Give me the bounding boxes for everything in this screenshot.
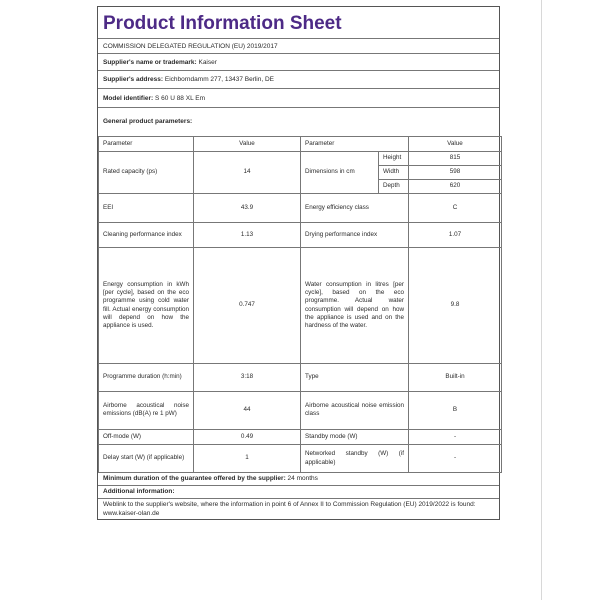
guarantee-row bbox=[98, 473, 499, 486]
weblink-row bbox=[98, 499, 499, 519]
standby-value: - bbox=[409, 430, 502, 445]
drying-performance-value: 1.07 bbox=[409, 222, 502, 248]
title-row bbox=[98, 7, 499, 39]
programme-duration-label: Programme duration (h:min) bbox=[99, 363, 194, 391]
general-params-label: General product parameters: bbox=[103, 118, 193, 125]
networked-standby-label: Networked standby (W) (if applicable) bbox=[301, 445, 409, 473]
guarantee-label: Minimum duration of the guarantee offered by the supplier: bbox=[103, 475, 286, 482]
additional-info-label: Additional information: bbox=[103, 488, 175, 495]
dimensions-label: Dimensions in cm bbox=[301, 151, 379, 193]
eei-value: 43.9 bbox=[194, 193, 301, 222]
table-row bbox=[99, 391, 502, 430]
delay-start-label: Delay start (W) (if applicable) bbox=[99, 445, 194, 473]
header-value-1: Value bbox=[194, 137, 301, 152]
page-title: Product Information Sheet bbox=[103, 13, 342, 34]
header-value-2: Value bbox=[409, 137, 502, 152]
supplier-address-row bbox=[98, 71, 499, 89]
table-row bbox=[99, 430, 502, 445]
weblink-url[interactable]: www.kaiser-olan.de bbox=[103, 509, 160, 517]
energy-class-label: Energy efficiency class bbox=[301, 193, 409, 222]
height-value: 815 bbox=[409, 151, 502, 165]
regulation-row bbox=[98, 39, 499, 54]
table-row bbox=[99, 151, 502, 165]
table-row bbox=[99, 248, 502, 364]
delay-start-value: 1 bbox=[194, 445, 301, 473]
energy-consumption-value: 0.747 bbox=[194, 248, 301, 364]
eei-label: EEI bbox=[99, 193, 194, 222]
drying-performance-label: Drying performance index bbox=[301, 222, 409, 248]
height-label: Height bbox=[379, 151, 409, 165]
general-params-row bbox=[98, 108, 499, 136]
weblink-text: Weblink to the supplier's website, where the information in point 6 of Annex II to Commission Regulation (EU) 2019/2022 is found: bbox=[103, 501, 476, 508]
depth-label: Depth bbox=[379, 179, 409, 193]
width-value: 598 bbox=[409, 165, 502, 179]
model-identifier-label: Model identifier: bbox=[103, 95, 154, 102]
standby-label: Standby mode (W) bbox=[301, 430, 409, 445]
energy-consumption-label: Energy consumption in kWh [per cycle], based on the eco programme using cold water fill. Actual energy consumption will depend on how the appliance is used. bbox=[99, 248, 194, 364]
water-consumption-value: 9.8 bbox=[409, 248, 502, 364]
parameters-table-wrap bbox=[98, 136, 499, 473]
header-parameter-1: Parameter bbox=[99, 137, 194, 152]
networked-standby-value: - bbox=[409, 445, 502, 473]
off-mode-label: Off-mode (W) bbox=[99, 430, 194, 445]
noise-class-value: B bbox=[409, 391, 502, 430]
type-value: Built-in bbox=[409, 363, 502, 391]
noise-emissions-value: 44 bbox=[194, 391, 301, 430]
type-label: Type bbox=[301, 363, 409, 391]
page-edge-line bbox=[541, 0, 542, 600]
header-parameter-2: Parameter bbox=[301, 137, 409, 152]
supplier-name-label: Supplier's name or trademark: bbox=[103, 59, 197, 66]
noise-emissions-label: Airborne acoustical noise emissions (dB(A) re 1 pW) bbox=[99, 391, 194, 430]
supplier-address-label: Supplier's address: bbox=[103, 76, 164, 83]
regulation-text: COMMISSION DELEGATED REGULATION (EU) 2019/2017 bbox=[103, 43, 278, 50]
table-row bbox=[99, 363, 502, 391]
supplier-address-value: Eichborndamm 277, 13437 Berlin, DE bbox=[164, 76, 275, 83]
table-row bbox=[99, 445, 502, 473]
depth-value: 620 bbox=[409, 179, 502, 193]
cleaning-performance-label: Cleaning performance index bbox=[99, 222, 194, 248]
noise-class-label: Airborne acoustical noise emission class bbox=[301, 391, 409, 430]
table-header-row bbox=[99, 137, 502, 152]
energy-class-value: C bbox=[409, 193, 502, 222]
supplier-name-value: Kaiser bbox=[198, 59, 217, 66]
model-identifier-row bbox=[98, 89, 499, 108]
off-mode-value: 0.49 bbox=[194, 430, 301, 445]
rated-capacity-label: Rated capacity (ps) bbox=[99, 151, 194, 193]
programme-duration-value: 3:18 bbox=[194, 363, 301, 391]
rated-capacity-value: 14 bbox=[194, 151, 301, 193]
supplier-name-row bbox=[98, 54, 499, 71]
model-identifier-value: S 60 U 88 XL Em bbox=[155, 95, 205, 102]
width-label: Width bbox=[379, 165, 409, 179]
product-information-sheet bbox=[97, 6, 500, 520]
table-row bbox=[99, 222, 502, 248]
table-row bbox=[99, 193, 502, 222]
cleaning-performance-value: 1.13 bbox=[194, 222, 301, 248]
additional-info-row bbox=[98, 486, 499, 499]
water-consumption-label: Water consumption in litres [per cycle], based on the eco programme. Actual water consumption will depend on how the appliance is used and on the hardness of the water. bbox=[301, 248, 409, 364]
parameters-table bbox=[98, 136, 502, 473]
guarantee-value: 24 months bbox=[287, 475, 318, 482]
